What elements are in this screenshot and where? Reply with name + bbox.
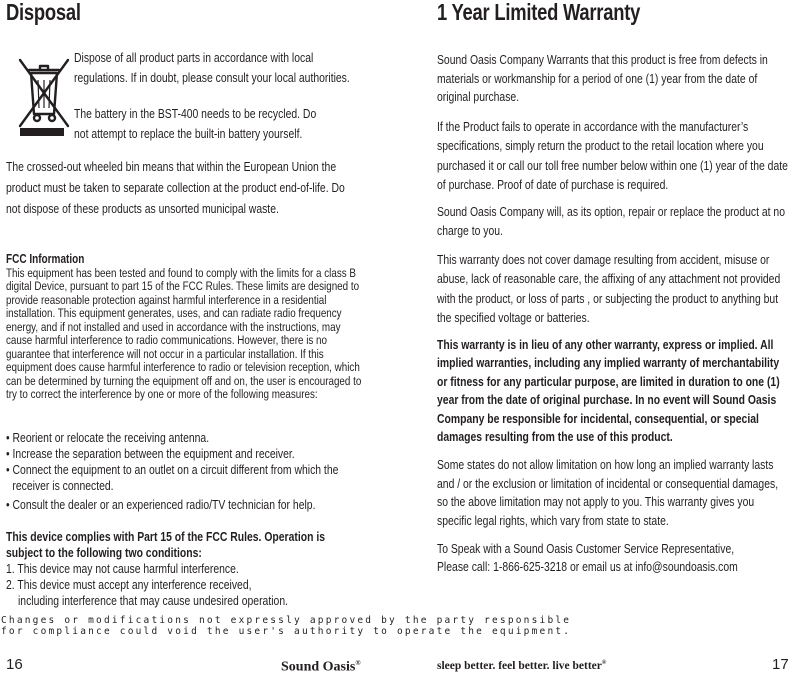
- fcc-heading: FCC Information: [6, 252, 85, 266]
- warranty-title-wrap: [437, 0, 787, 24]
- disposal-p1-wrap: [74, 48, 437, 87]
- warranty-title: 1 Year Limited Warranty: [437, 0, 641, 25]
- fcc-warning-line-1: Changes or modifications not expressly approved by the party responsible: [1, 615, 572, 626]
- list-item: • Consult the dealer or an experienced radio/TV technician for help.: [6, 497, 316, 512]
- contact-line-1: To Speak with a Sound Oasis Customer Service Representative,: [437, 541, 735, 557]
- list-item: • Increase the separation between the equipment and receiver.: [6, 446, 295, 461]
- brand-footer: [281, 659, 361, 676]
- warranty-limitation-paragraph: This warranty is in lieu of any other warranty, express or implied. All implied warranties, including any implied warranty of merchantability or fitness for any particular purpose, are limited in duration to one (1) year from the date of original purchase. In no event will Sound Oasis Company be responsible for incidental, consequential, or special damages resulting from the use of this product.: [437, 336, 780, 445]
- list-item: • Connect the equipment to an outlet on a circuit different from which the receiver is connected.: [6, 462, 339, 493]
- disposal-paragraph-2: The battery in the BST-400 needs to be recycled. Do not attempt to replace the built-in battery yourself.: [74, 106, 317, 141]
- page-number-right: 17: [772, 656, 789, 673]
- disposal-p2-wrap: [74, 104, 374, 143]
- disposal-paragraph-3: The crossed-out wheeled bin means that within the European Union the product must be taken to separate collection at the product end-of-life. Do not dispose of these products as unsorted municipal waste.: [6, 159, 345, 216]
- tagline-registered-mark: ®: [601, 660, 607, 667]
- conditions-list: [6, 561, 294, 609]
- fcc-warning: [1, 615, 571, 637]
- warranty-paragraph-2: If the Product fails to operate in accordance with the manufacturer’s specifications, simply return the product to the retail location where you purchased it or call our toll free number below within one (1) year of the date of purchase. Proof of date of purchase is required.: [437, 118, 788, 192]
- tagline-footer: [437, 660, 606, 672]
- page-number-left: 16: [6, 656, 23, 673]
- brand-name: Sound Oasis: [281, 659, 356, 675]
- list-item: 1. This device may not cause harmful interference.: [6, 561, 239, 576]
- fcc-measures-wrap: [6, 430, 456, 513]
- compliance-wrap: [6, 529, 426, 561]
- fcc-section: [6, 251, 456, 402]
- disposal-title-wrap: [6, 0, 306, 24]
- contact-line-2: Please call: 1-866-625-3218 or email us at info@soundoasis.com: [437, 559, 738, 575]
- fcc-warning-line-2: for compliance could void the user's authority to operate the equipment.: [1, 626, 572, 637]
- list-item: 2. This device must accept any interference received, including interference that may cause undesired operation.: [6, 577, 288, 608]
- warranty-paragraph-3: Sound Oasis Company will, as its option, repair or replace the product at no charge to you.: [437, 203, 786, 238]
- disposal-paragraph-1: Dispose of all product parts in accordance with local regulations. If in doubt, please consult your local authorities.: [74, 50, 350, 85]
- disposal-p3-wrap: [6, 156, 446, 219]
- conditions-wrap: [6, 561, 366, 609]
- warranty-paragraph-1: Sound Oasis Company Warrants that this product is free from defects in materials or workmanship for a period of one (1) year from the date of original purchase.: [437, 52, 768, 104]
- fcc-body: This equipment has been tested and found to comply with the limits for a class B digital Device, pursuant to part 15 of the FCC Rules. These limits are designed to provide reasonable protection against harmful interference in a residential installation. This equipment generates, uses, and can radiate radio frequency energy, and if not installed and used in accordance with the instructions, may cause harmful interference to radio communications. However, there is no guarantee that interference will not occur in a particular installation. If this equipment does cause harmful interference to radio or television reception, which can be determined by turning the equipment off and on, the user is encouraged to try to correct the interference by one or more of the following measures:: [6, 266, 362, 402]
- fcc-measures-list: [6, 430, 366, 513]
- disposal-title: Disposal: [6, 0, 81, 25]
- crossed-out-wheeled-bin-icon: [18, 56, 70, 148]
- warranty-body: [437, 51, 792, 576]
- compliance-heading: This device complies with Part 15 of the FCC Rules. Operation is subject to the following two conditions:: [6, 529, 326, 560]
- brand-registered-mark: ®: [355, 659, 361, 667]
- warranty-states-paragraph: Some states do not allow limitation on how long an implied warranty lasts and / or the exclusion or limitation of incidental or consequential damages, so the above limitation may not apply to you. This warranty gives you specific legal rights, which vary from state to state.: [437, 457, 779, 528]
- list-item: • Reorient or relocate the receiving antenna.: [6, 430, 210, 445]
- tagline: sleep better. feel better. live better: [437, 660, 602, 672]
- warranty-paragraph-4: This warranty does not cover damage resulting from accident, misuse or abuse, lack of reasonable care, the affixing of any attachment not provided with the product, or loss of parts , or subjecting the product to anything but the specified voltage or batteries.: [437, 251, 781, 325]
